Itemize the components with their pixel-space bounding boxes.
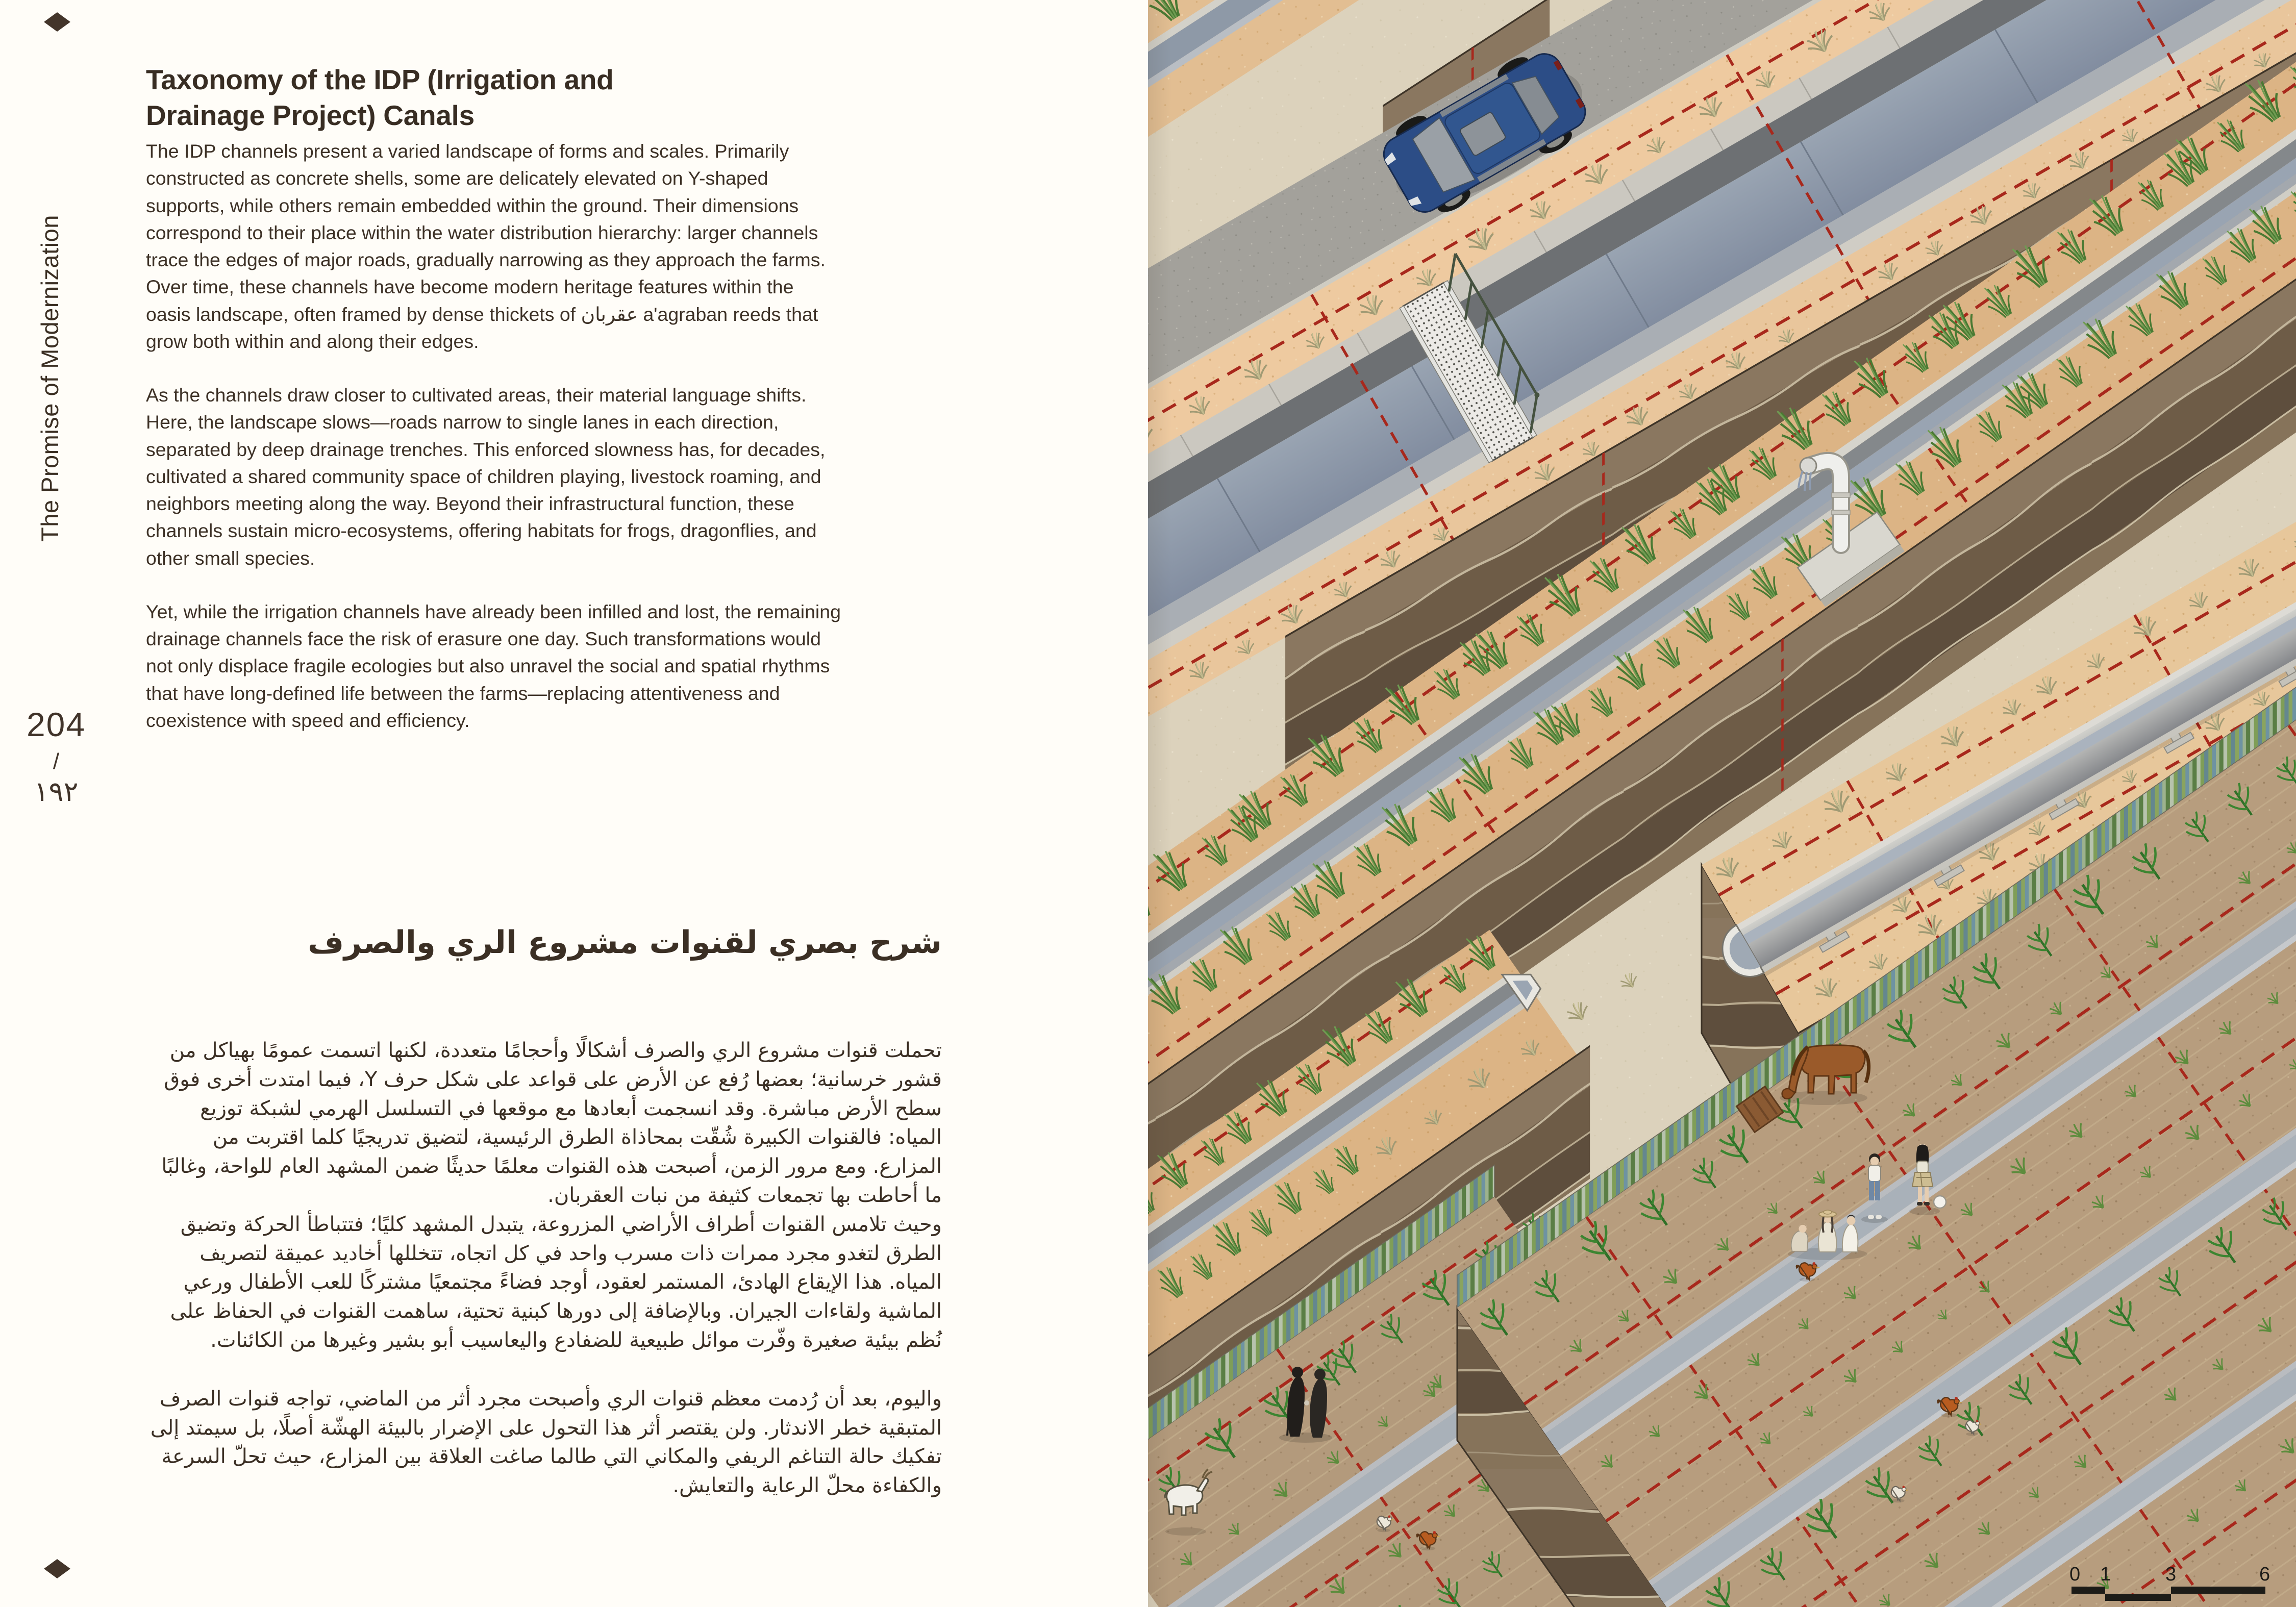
page-number-separator: /: [53, 749, 60, 774]
scale-label: 0: [2069, 1564, 2081, 1585]
arabic-heading: شرح بصري لقنوات مشروع الري والصرف: [308, 924, 942, 961]
diamond-icon: [44, 12, 70, 32]
seated-woman: [1818, 1210, 1836, 1252]
paragraph: As the channels draw closer to cultivated areas, their material language shifts. Here, the landscape slows—roads narrow to single lanes in each direction, separated by deep drainage trenches. This enforced slowness has, for decades, cultivated a shared community space of children playing, livestock roaming, and neighbors meeting along the way. Beyond their infrastructural function, these channels sustain micro-ecosystems, offering habitats for frogs, dragonflies, and other small species.: [146, 384, 826, 569]
right-page: [1148, 0, 2296, 1607]
arabic-paragraph: واليوم، بعد أن رُدمت معظم قنوات الري وأصبحت مجرد أثر من الماضي، تواجه قنوات الصرف المتبقية خطر الاندثار. ولن يقتصر أثر هذا التحول على الإضرار بالبيئة الهشّة أصلًا، بل سيمتد إلى تفكيك حالة التناغم الريفي والمكاني التي طالما صاغت العلاقة بين المزارع، حيث تحلّ السرعة والكفاءة محلّ الرعاية والتعايش.: [150, 1387, 942, 1498]
paragraph: Yet, while the irrigation channels have already been infilled and lost, the remaining drainage channels face the risk of erasure one day. Such transformations would not only displace fragile ecologies but also unravel the social and spatial rhythms that have long-defined life between the farms—replacing attentiveness and coexistence with speed and efficiency.: [146, 600, 841, 731]
paragraph: The IDP channels present a varied landscape of forms and scales. Primarily constructed as concrete shells, some are delicately elevated on Y-shaped supports, while others remain embedded within the ground. Their dimensions correspond to their place within the water distribution hierarchy: larger channels trace the edges of major roads, gradually narrowing as they approach the farms. Over time, these channels have become modern heritage features within the oasis landscape, often framed by dense thickets of عقربان a'agraban reeds that grow both within and along their edges.: [146, 140, 826, 352]
arabic-paragraph: وحيث تلامس القنوات أطراف الأراضي المزروعة، يتبدل المشهد كليًا؛ فتتباطأ الحركة وتضيق الطرق لتغدو مجرد ممرات ذات مسرب واحد في كل اتجاه، تتخللها أخاديد عميقة لتصريف المياه. هذا الإيقاع الهادئ، المستمر لعقود، أوجد فضاءً مجتمعيًا مشتركًا للعب الأطفال ورعي الماشية ولقاءات الجيران. وبالإضافة إلى دورها كبنية تحتية، ساهمت القنوات في الحفاظ على نُظم بيئية صغيرة وفّرت موائل طبيعية للضفادع واليعاسيب أبو بشير وغيرها من الكائنات.: [170, 1212, 942, 1352]
page-title: Taxonomy of the IDP (Irrigation and Drainage Project) Canals: [146, 63, 614, 132]
arabic-paragraph: تحملت قنوات مشروع الري والصرف أشكالًا وأحجامًا متعددة، لكنها اتسمت عمومًا بهياكل من قشور خرسانية؛ بعضها رُفع عن الأرض على قواعد على شكل حرف Y، فيما امتدت أخرى فوق سطح الأرض مباشرة. وقد انسجمت أبعادها مع موقعها في التسلسل الهرمي لشبكة توزيع المياه: فالقنوات الكبيرة شُقّت بمحاذاة الطرق الرئيسية، لتضيق تدريجيًا كلما اقتربت من المزارع. ومع مرور الزمن، أصبحت هذه القنوات معلمًا حديثًا ضمن المشهد العام للواحة، وغالبًا ما أحاطت بها تجمعات كثيفة من نبات العقربان.: [161, 1039, 942, 1207]
page-number-arabic: ١٩٢: [34, 775, 79, 808]
page-gutter-shadow: [1148, 0, 1171, 1607]
scale-label: 1: [2100, 1564, 2111, 1585]
scale-label: 3: [2165, 1564, 2177, 1585]
english-body: [146, 138, 842, 761]
canal-illustration: [1148, 0, 2296, 1607]
page-number-latin: 204: [26, 706, 86, 743]
diamond-icon: [44, 1559, 70, 1578]
page-number: [15, 705, 97, 808]
ball: [1934, 1196, 1946, 1208]
arabic-body: [146, 924, 942, 1500]
scale-label: 6: [2259, 1564, 2270, 1585]
chapter-sidebar-title: The Promise of Modernization: [36, 215, 63, 542]
